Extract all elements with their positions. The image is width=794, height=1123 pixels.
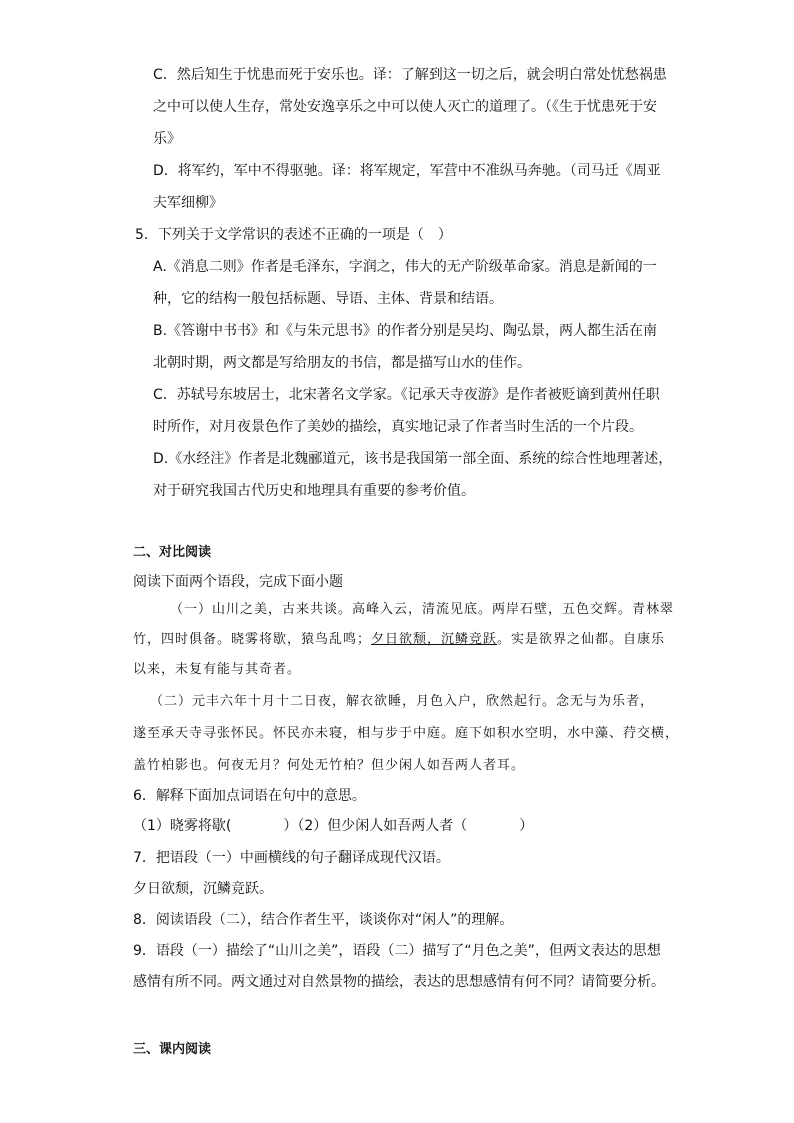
q5-option-d-line1: D.《水经注》作者是北魏郦道元，该书是我国第一部全面、系统的综合性地理著述， (153, 451, 673, 467)
q5-option-c-line1: C．苏轼号东坡居士，北宋著名文学家。《记承天寺夜游》是作者被贬谪到黄州任职 (153, 387, 660, 403)
q6-item2: ）（2）但少闲人如吾两人者（ (283, 818, 468, 834)
q8-stem: 8．阅读语段（二），结合作者生平，谈谈你对“闲人”的理解。 (133, 912, 514, 928)
q7-sentence: 夕日欲颓，沉鳞竞跃。 (133, 881, 273, 897)
passage2-line1: （二）元丰六年十月十二日夜，解衣欲睡，月色入户，欣然起行。念无与为乐者， (150, 694, 655, 709)
q5-option-b-line2: 北朝时期，两文都是写给朋友的书信，都是描写山水的佳作。 (153, 355, 531, 371)
q4-option-c-line1: C．然后知生于忧患而死于安乐也。译：了解到这一切之后，就会明白常处忧愁祸患 (153, 67, 667, 83)
q5-stem: 5．下列关于文学常识的表述不正确的一项是（ ） (135, 227, 452, 243)
q4-option-c-line2: 之中可以使人生存，常处安逸享乐之中可以使人灭亡的道理了。（《生于忧患死于安 (153, 99, 657, 115)
passage1-line2 (133, 630, 665, 650)
q5-option-c-line2: 时所作，对月夜景色作了美妙的描绘，真实地记录了作者当时生活的一个片段。 (153, 419, 643, 435)
q5-option-d-line2: 对于研究我国古代历史和地理具有重要的参考价值。 (153, 483, 475, 499)
q5-option-a-line1: A.《消息二则》作者是毛泽东，字润之，伟大的无产阶级革命家。消息是新闻的一 (153, 259, 657, 275)
q4-option-d-line2: 夫军细柳》 (153, 195, 223, 211)
q6-items (133, 816, 533, 836)
q6-stem: 6．解释下面加点词语在句中的意思。 (133, 788, 366, 804)
q5-option-a-line2: 种，它的结构一般包括标题、导语、主体、背景和结语。 (153, 291, 503, 307)
passage1-line3: 以来，未复有能与其奇者。 (133, 662, 302, 677)
q9-line2: 感情有所不同。两文通过对自然景物的描绘，表达的思想感情有何不同？请简要分析。 (133, 974, 665, 990)
passage1-line2-pre: 竹，四时俱备。晓雾将歇，猿鸟乱鸣； (133, 632, 372, 647)
q6-close: ） (519, 818, 534, 834)
passage2-line2: 遂至承天寺寻张怀民。怀民亦未寝，相与步于中庭。庭下如积水空明，水中藻、荇交横， (133, 726, 680, 741)
section2-intro: 阅读下面两个语段，完成下面小题 (133, 574, 343, 590)
q9-line1: 9．语段（一）描绘了“山川之美”，语段（二）描写了“月色之美”，但两文表达的思想 (133, 943, 661, 959)
passage1-line1: （一）山川之美，古来共谈。高峰入云，清流见底。两岸石壁，五色交辉。青林翠 (170, 602, 675, 617)
q4-option-c-line3: 乐》 (153, 131, 181, 147)
q5-option-b-line1: B.《答谢中书书》和《与朱元思书》的作者分别是吴均、陶弘景，两人都生活在南 (153, 323, 658, 339)
underlined-sentence: 夕日欲颓，沉鳞竞跃 (371, 632, 498, 647)
passage2-line3: 盖竹柏影也。何夜无月？何处无竹柏？但少闲人如吾两人者耳。 (133, 758, 526, 773)
section3-heading: 三、课内阅读 (133, 1042, 212, 1057)
q6-item1: （1）晓雾将歇( (133, 818, 232, 834)
q4-option-d-line1: D．将军约，军中不得驱驰。译：将军规定，军营中不准纵马奔驰。（司马迁《周亚 (153, 163, 661, 179)
q7-stem: 7．把语段（一）中画横线的句子翻译成现代汉语。 (133, 850, 450, 866)
passage1-line2-post: 。实是欲界之仙都。自康乐 (497, 632, 666, 647)
section2-heading: 二、对比阅读 (133, 545, 212, 560)
